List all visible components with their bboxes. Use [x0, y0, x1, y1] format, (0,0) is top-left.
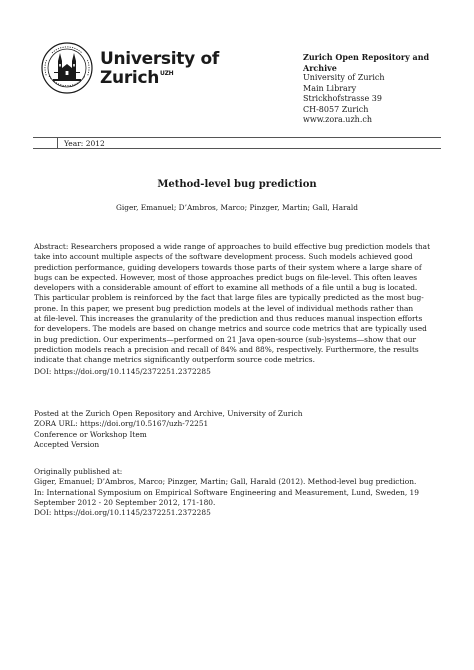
year-divider [57, 137, 58, 149]
abstract-line: prone. In this paper, we present bug prediction models at the level of individual methods rather than [34, 303, 414, 313]
wordmark-uzh: UZH [160, 70, 174, 77]
posted-line: Posted at the Zurich Open Repository and Archive, University of Zurich [34, 409, 303, 418]
publication-year: Year: 2012 [64, 139, 105, 148]
posted-line: Conference or Workshop Item [34, 429, 147, 439]
repository-line: University of Zurich [303, 73, 385, 82]
published-line: In: International Symposium on Empirical Software Engineering and Measurement, Lund, Sweden, 19 [34, 487, 419, 497]
repository-url[interactable]: www.zora.uzh.ch [303, 115, 372, 124]
doi-link[interactable]: DOI: https://doi.org/10.1145/2372251.2372285 [34, 367, 211, 376]
published-heading: Originally published at: [34, 467, 123, 476]
university-wordmark [100, 51, 219, 87]
abstract-line: indicate that change metrics significantly outperform source code metrics. [34, 355, 315, 365]
published-line: September 2012 - 20 September 2012, 171-180. [34, 497, 216, 507]
repository-name-line2: Archive [303, 62, 337, 73]
repository-address [303, 52, 429, 126]
published-line: Giger, Emanuel; D’Ambros, Marco; Pinzger, Martin; Gall, Harald (2012). Method-level bug prediction. [34, 477, 417, 487]
repository-line: Strickhofstrasse 39 [303, 94, 382, 103]
abstract-line: developers with a considerable amount of effort to examine all methods of a file until a bug is located. [34, 283, 418, 293]
wordmark-zurich: Zurich [100, 68, 160, 88]
published-doi-link[interactable]: DOI: https://doi.org/10.1145/2372251.2372285 [34, 508, 211, 518]
posted-line: Accepted Version [34, 439, 100, 449]
abstract [34, 242, 443, 366]
wordmark-line2 [100, 70, 219, 87]
abstract-line: take into account multiple aspects of the software development process. Such models achieved good [34, 252, 413, 262]
paper-title: Method-level bug prediction [157, 179, 317, 190]
wordmark-line1: University of [100, 49, 219, 69]
abstract-line: for developers. The models are based on change metrics and source code metrics that are typically used [34, 324, 427, 334]
originally-published [34, 467, 443, 518]
abstract-line: at file-level. This increases the granularity of the prediction and thus reduces manual inspection efforts [34, 314, 423, 324]
repository-line: Main Library [303, 83, 357, 93]
abstract-line: in bug prediction. Our experiments—performed on 21 Java open-source (sub-)systems—show that our [34, 334, 417, 344]
abstract-line: bugs can be expected. However, most of those approaches predict bugs on file-level. This often leaves [34, 272, 418, 282]
abstract-line: This particular problem is reinforced by the fact that large files are typically predicted as the most bug- [34, 293, 424, 303]
posted-info [34, 409, 303, 450]
zora-url-link[interactable]: ZORA URL: https://doi.org/10.5167/uzh-72251 [34, 419, 209, 429]
abstract-line: prediction models reach a precision and recall of 84% and 88%, respectively. Furthermore, the results [34, 344, 419, 354]
repository-line: CH-8057 Zurich [303, 104, 369, 114]
abstract-line: prediction performance, guiding developers towards those parts of their system where a large share of [34, 262, 422, 272]
repository-name-line1: Zurich Open Repository and [303, 52, 430, 62]
university-seal-logo [41, 42, 93, 94]
abstract-line: Abstract: Researchers proposed a wide range of approaches to build effective bug prediction models that [34, 242, 431, 251]
paper-authors: Giger, Emanuel; D’Ambros, Marco; Pinzger, Martin; Gall, Harald [115, 203, 359, 212]
